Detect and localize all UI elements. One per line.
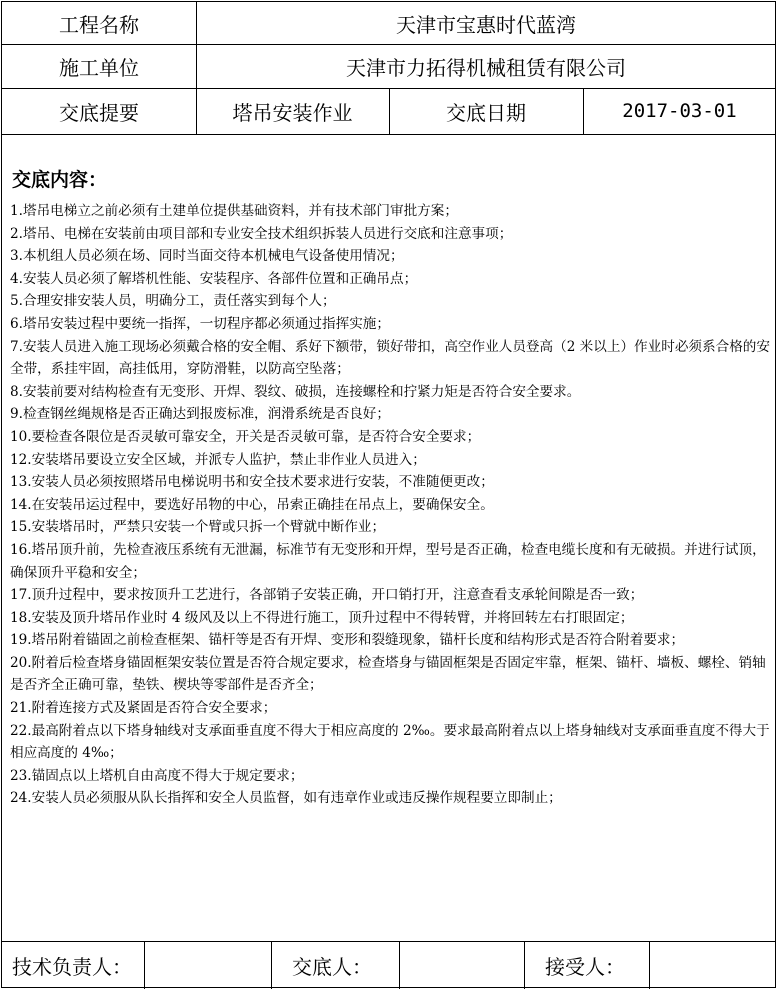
list-item: 6.塔吊安装过程中要统一指挥，一切程序都必须通过指挥实施； xyxy=(10,315,390,332)
list-item: 2.塔吊、电梯在安装前由项目部和专业安全技术组织拆装人员进行交底和注意事项； xyxy=(10,225,513,242)
list-item: 20.附着后检查塔身锚固框架安装位置是否符合规定要求，检查塔身与锚固框架是否固定牢靠，框架、锚杆、墙板、螺栓、销轴是否齐全正确可靠，垫铁、楔块等零部件是否齐全； xyxy=(10,654,766,694)
briefing-person-label: 交底人： xyxy=(292,954,372,979)
list-item: 3.本机组人员必须在场、同时当面交待本机械电气设备使用情况； xyxy=(10,248,404,265)
list-item: 23.锚固点以上塔机自由高度不得大于规定要求； xyxy=(10,767,304,784)
list-item: 7.安装人员进入施工现场必须戴合格的安全帽、系好下额带，锁好带扣，高空作业人员登高（2 米以上）作业时必须系合格的安全带，系挂牢固，高挂低用，穿防滑鞋，以防高空坠落； xyxy=(10,338,770,378)
technical-lead-label: 技术负责人： xyxy=(12,954,132,979)
disclosure-items-list xyxy=(10,200,770,810)
column-divider xyxy=(271,941,272,989)
project-name-value: 天津市宝惠时代蓝湾 xyxy=(396,12,576,37)
row-divider xyxy=(2,134,775,135)
briefing-person-signature xyxy=(399,941,524,989)
list-item: 12.安装塔吊要设立安全区域，并派专人监护，禁止非作业人员进入； xyxy=(10,451,426,468)
column-divider xyxy=(524,941,525,989)
briefing-summary-value: 塔吊安装作业 xyxy=(232,100,353,125)
list-item: 14.在安装吊运过程中，要选好吊物的中心，吊索正确挂在吊点上，要确保安全。 xyxy=(10,496,494,513)
list-item: 5.合理安排安装人员，明确分工，责任落实到每个人； xyxy=(10,293,336,310)
disclosure-form xyxy=(1,1,776,988)
content-title: 交底内容： xyxy=(12,169,108,191)
list-item: 24.安装人员必须服从队长指挥和安全人员监督，如有违章作业或违反操作规程要立即制止； xyxy=(10,790,562,807)
receiver-label: 接受人： xyxy=(545,954,625,979)
construction-unit-value: 天津市力拓得机械租赁有限公司 xyxy=(346,55,626,80)
briefing-date-label: 交底日期 xyxy=(446,100,526,125)
list-item: 8.安装前要对结构检查有无变形、开焊、裂纹、破损，连接螺栓和拧紧力矩是否符合安全要求。 xyxy=(10,383,581,400)
list-item: 21.附着连接方式及紧固是否符合安全要求； xyxy=(10,700,277,717)
project-name-label: 工程名称 xyxy=(59,12,139,37)
list-item: 13.安装人员必须按照塔吊电梯说明书和安全技术要求进行安装，不准随便更改； xyxy=(10,474,494,491)
list-item: 4.安装人员必须了解塔机性能、安装程序、各部件位置和正确吊点； xyxy=(10,270,418,287)
list-item: 15.安装塔吊时，严禁只安装一个臂或只拆一个臂就中断作业； xyxy=(10,519,386,536)
list-item: 19.塔吊附着锚固之前检查框架、锚杆等是否有开焊、变形和裂缝现象，锚杆长度和结构形式是否符合附着要求； xyxy=(10,632,685,649)
receiver-signature xyxy=(649,941,776,989)
technical-lead-signature xyxy=(144,941,271,989)
list-item: 16.塔吊顶升前，先检查液压系统有无泄漏，标准节有无变形和开焊，型号是否正确，检查电缆长度和有无破损。并进行试顶，确保顶升平稳和安全； xyxy=(10,541,766,581)
list-item: 9.检查钢丝绳规格是否正确达到报废标准，润滑系统是否良好； xyxy=(10,406,390,423)
list-item: 17.顶升过程中，要求按顶升工艺进行，各部销子安装正确，开口销打开，注意查看支承轮间隙是否一致； xyxy=(10,587,644,604)
construction-unit-label: 施工单位 xyxy=(59,55,139,80)
briefing-summary-label: 交底提要 xyxy=(59,100,139,125)
list-item: 10.要检查各限位是否灵敏可靠安全，开关是否灵敏可靠，是否符合安全要求； xyxy=(10,428,481,445)
list-item: 1.塔吊电梯立之前必须有土建单位提供基础资料，并有技术部门审批方案； xyxy=(10,203,458,219)
list-item: 18.安装及顶升塔吊作业时 4 级风及以上不得进行施工，顶升过程中不得转臂，并将回转左右打眼固定； xyxy=(10,609,634,626)
briefing-date-value: 2017-03-01 xyxy=(622,100,737,122)
list-item: 22.最高附着点以下塔身轴线对支承面垂直度不得大于相应高度的 2‰。要求最高附着点以上塔身轴线对支承面垂直度不得大于相应高度的 4‰； xyxy=(10,722,770,762)
